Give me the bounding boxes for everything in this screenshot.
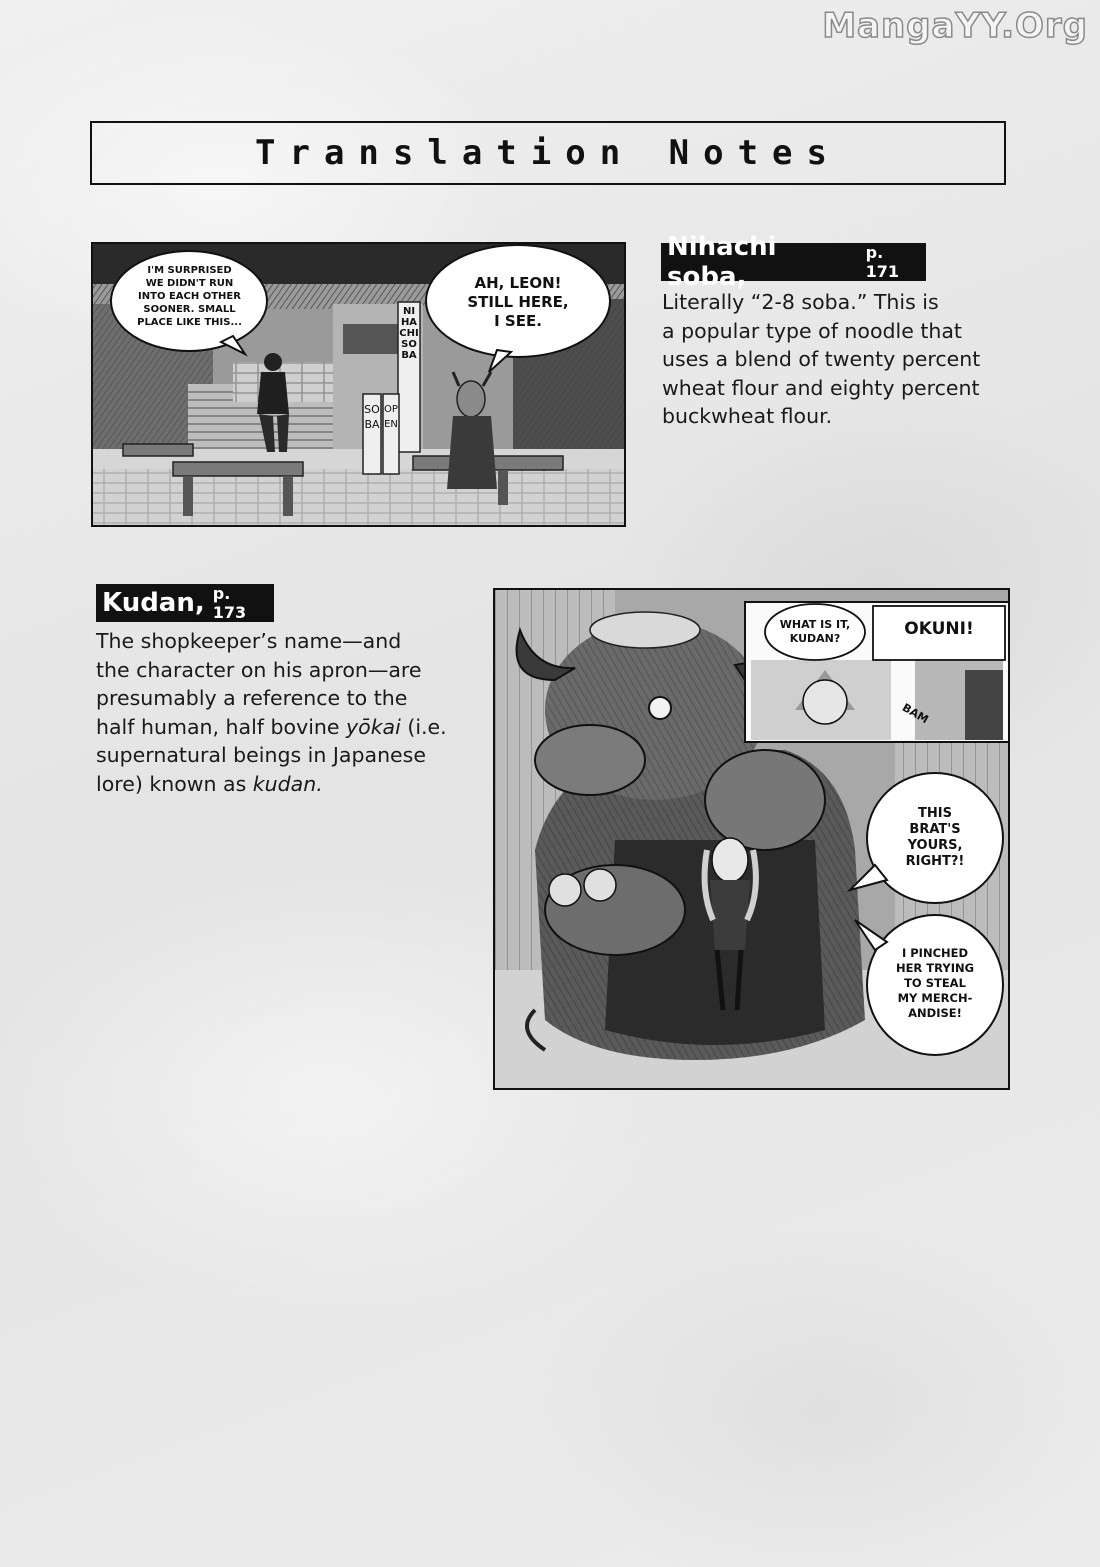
note-text: lore) known as [96, 771, 253, 796]
note-page-ref: p. 171 [865, 243, 900, 281]
manga-panel-kudan [493, 588, 1010, 1090]
bubble-line: SOONER. SMALL [143, 304, 236, 315]
note-line: buckwheat flour. [662, 404, 833, 428]
note-line: The shopkeeper’s name—and [96, 629, 402, 653]
note-line: uses a blend of twenty percent [662, 347, 981, 371]
speech-bubble-pinched [875, 946, 995, 1021]
bubble-line: YOURS, [907, 838, 963, 853]
note-label-kudan [96, 584, 274, 622]
note-term: Nihachi soba, [667, 232, 777, 292]
bubble-line: WHAT IS IT, [779, 618, 851, 631]
sfx-bam: BAM [900, 700, 931, 727]
italic-kudan: kudan. [252, 771, 323, 796]
bubble-line: MY MERCH- [897, 991, 973, 1005]
shop-banner-text: NIHACHI SOBA [399, 306, 419, 361]
bubble-line: INTO EACH OTHER [138, 291, 241, 302]
note-line: wheat flour and eighty percent [662, 375, 980, 400]
page-title: Translation Notes [255, 133, 841, 173]
bubble-line: HER TRYING [895, 961, 975, 975]
bubble-line: AH, LEON! [474, 274, 562, 292]
speech-bubble-what-is-it [765, 618, 865, 646]
note-body-kudan [96, 627, 466, 798]
note-line: presumably a reference to the [96, 686, 408, 710]
watermark: MangaYY.Org [822, 6, 1088, 46]
speech-bubble-brat [875, 806, 995, 870]
bubble-line: I PINCHED [901, 946, 969, 960]
note-page-ref: p. 173 [212, 584, 247, 622]
bubble-line: I SEE. [494, 312, 542, 330]
bubble-line: ANDISE! [908, 1006, 962, 1020]
note-line: Literally “2-8 soba.” This is [662, 290, 939, 314]
bubble-line: PLACE LIKE THIS... [137, 317, 242, 328]
speech-bubble-kudan [443, 274, 593, 331]
note-line: the character on his apron—are [96, 657, 422, 682]
note-text: (i.e. [400, 714, 447, 739]
bubble-line: BRAT'S [909, 822, 961, 837]
note-term: Kudan, [102, 588, 205, 618]
bubble-line: TO STEAL [904, 976, 966, 990]
sign-soba-text: SOBA [364, 403, 380, 431]
note-label-nihachi-soba [661, 232, 926, 292]
bubble-line: THIS [918, 806, 952, 821]
bubble-line: I'M SURPRISED [147, 265, 232, 276]
note-line-kudan [96, 770, 466, 799]
bubble-line: RIGHT?! [905, 854, 965, 869]
speech-bubble-leon [117, 264, 262, 329]
header-box [90, 121, 1006, 185]
sign-open-text: OPEN [384, 404, 398, 430]
note-line: supernatural beings in Japanese [96, 743, 426, 767]
speech-bubble-okuni: OKUNI! [904, 619, 974, 639]
bubble-line: WE DIDN'T RUN [145, 278, 234, 289]
note-body-nihachi-soba [662, 288, 1082, 431]
note-text: half human, half bovine [96, 714, 347, 739]
manga-panel-street [91, 242, 626, 527]
italic-yokai: yōkai [346, 714, 401, 739]
bubble-line: STILL HERE, [467, 293, 569, 311]
note-line: a popular type of noodle that [662, 318, 962, 343]
bubble-line: KUDAN? [789, 632, 841, 645]
note-line-yokai [96, 713, 466, 742]
